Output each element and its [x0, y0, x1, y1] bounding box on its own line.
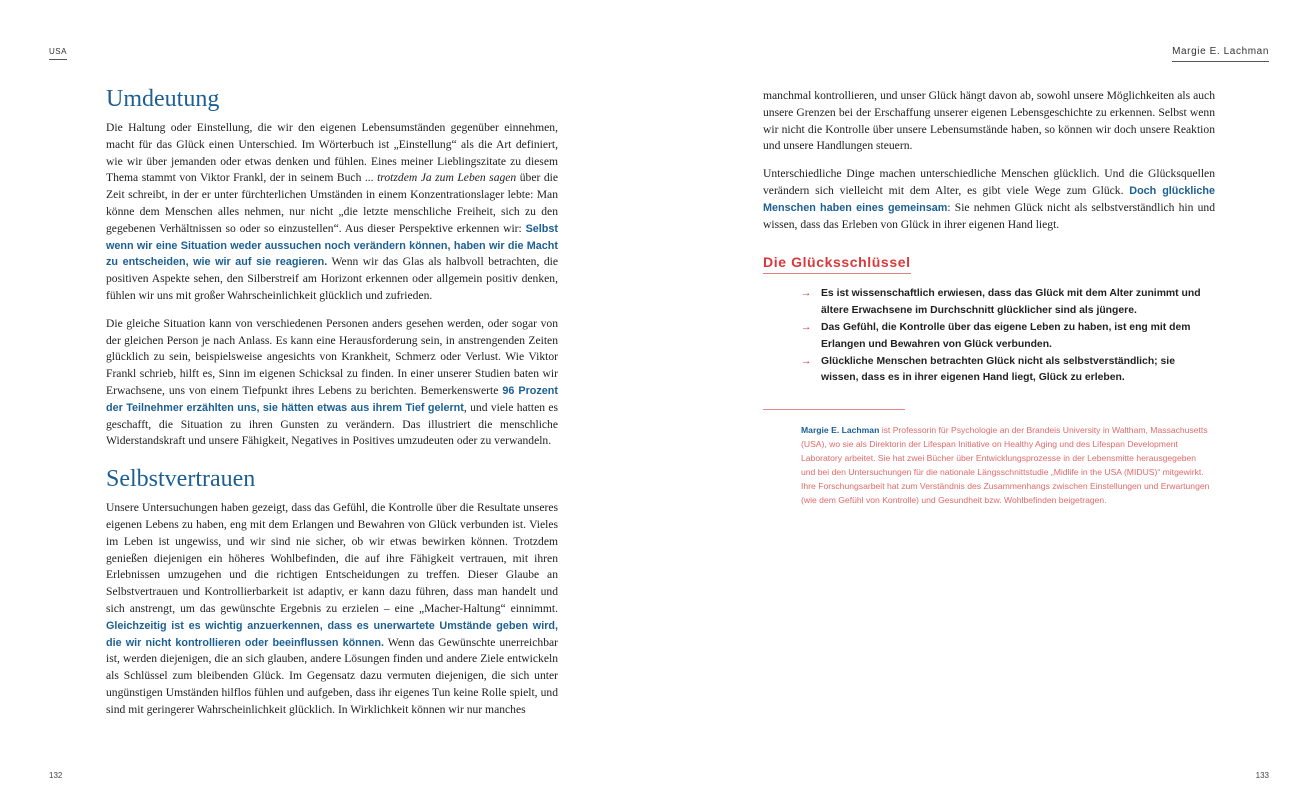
author-name: Margie E. Lachman: [801, 425, 880, 436]
paragraph-text: Wenn wir das Glas als halbvoll betrachten, die positiven Aspekte sehen, den Silberstreif am Horizont erkennen oder allgemein positiv denken, fühlen wir uns mit großer Wahrscheinlichkeit glücklich und zufrieden.: [106, 255, 559, 302]
paragraph-text: : Sie nehmen Glück nicht als selbstverständlich hin und wissen, dass das Erleben von Glück in ihrer eigenen Hand liegt.: [763, 200, 1215, 231]
paragraph: [763, 88, 1215, 155]
paragraph: [106, 500, 558, 718]
book-title: trotzdem Ja zum Leben sagen: [377, 171, 517, 185]
keys-box-title: Die Glücksschlüssel: [763, 254, 911, 274]
paragraph-text: Die Haltung oder Einstellung, die wir den eigenen Lebensumständen gegenüber einnehmen, macht für das Glück einen Unterschied. Im Wörterbuch ist „Einstellung“ als die Art definiert, wie wir über jemanden oder etwas denken und fühlen. Eines meiner Lieblingszitate zu diesem Thema stammt von Viktor Frankl, der in seinem Buch ...: [106, 121, 558, 185]
paragraph: [106, 316, 558, 450]
right-text-column: [763, 88, 1215, 507]
section-title-selbstvertrauen: Selbstvertrauen: [106, 466, 256, 493]
paragraph: [763, 166, 1215, 233]
paragraph: [106, 120, 558, 305]
paragraph-text: Wenn das Gewünschte unerreichbar ist, werden diejenigen, die an sich glauben, andere Lösungen finden und andere Ziele entwickeln als Schlüssel zum bleibenden Glück. Im Gegensatz dazu vermuten diejenigen, die sich unter ungünstigen Umständen hilflos fühlen und aufgeben, dass ihr eigenes Tun keine Rolle spielt, und sind mit geringerer Wahrscheinlichkeit glücklich. In Wirklichkeit können wir nur manches: [106, 635, 558, 716]
arrow-right-icon: →: [801, 288, 812, 300]
highlight-text: Doch glückliche Menschen haben eines gemeinsam: [763, 184, 1215, 214]
paragraph-text: , und viele hatten es geschafft, die Situation zu ihren Gunsten zu verändern. Das illustriert die menschliche Widerstandskraft und unsere Fähigkeit, Negatives in Positives umzudeuten oder zu verwandeln.: [106, 400, 558, 448]
key-item-text: Glückliche Menschen betrachten Glück nicht als selbstverständlich; sie wissen, dass es in ihrer eigenen Hand liegt, Glück zu erleben.: [821, 355, 1175, 384]
highlight-text: Gleichzeitig ist es wichtig anzuerkennen, dass es unerwartete Umstände geben wird, die wir nicht kontrollieren oder beeinflussen können.: [106, 619, 558, 649]
author-bio: [801, 423, 1211, 507]
keys-list: [763, 286, 1201, 387]
author-bio-text: ist Professorin für Psychologie an der Brandeis University in Waltham, Massachusetts (USA), wo sie als Direktorin der Lifespan Initiative on Healthy Aging und des Lifespan Development Laboratory arbeitet. Sie hat zwei Bücher über Entwicklungsprozesse in der Lebensmitte herausgegeben und bei den Untersuchungen für die nationale Längsschnittstudie „Midlife in the USA (MIDUS)“ mitgewirkt. Ihre Forschungsarbeit hat zum Verständnis des Zusammenhangs zwischen Einstellungen und Erwartungen (wie dem Gefühl von Kontrolle) und Gesundheit bzw. Wohlbefinden beigetragen.: [801, 425, 1210, 506]
page-number-left: 132: [49, 771, 63, 780]
key-item-text: Das Gefühl, die Kontrolle über das eigene Leben zu haben, ist eng mit dem Erlangen und Bewahren von Glück verbunden.: [821, 321, 1191, 350]
running-head-right: Margie E. Lachman: [1172, 46, 1269, 62]
section-title-umdeutung: Umdeutung: [106, 86, 220, 112]
key-item: [801, 320, 1201, 354]
keys-box: [763, 244, 1215, 387]
paragraph-text: manchmal kontrollieren, und unser Glück hängt davon ab, sowohl unsere Möglichkeiten als auch unsere Grenzen bei der Erschaffung unserer eigenen Lebensgeschichte zu erkennen. Selbst wenn wir nicht die Kontrolle über unsere Lebensumstände haben, so können wir doch unsere Reaktion und unsere Handlungen steuern.: [763, 89, 1215, 153]
arrow-right-icon: →: [801, 355, 812, 367]
paragraph-text: Die gleiche Situation kann von verschiedenen Personen anders gesehen werden, oder sogar von der gleichen Person je nach Anlass. Es kann eine Herausforderung sein, in anstrengenden Zeiten glücklich zu sein, beispielsweise angesichts von Krankheit, Schmerz oder Verlust. Wie Viktor Frankl schrieb, hilft es, Sinn im eigenen Schicksal zu finden. In einer unserer Studien baten wir Erwachsene, uns von einem Tiefpunkt ihres Lebens zu berichten. Bemerkenswerte: [106, 316, 558, 397]
highlight-text: Selbst wenn wir eine Situation weder aussuchen noch verändern können, haben wir die Macht zu entscheiden, wie wir auf sie reagieren.: [106, 222, 558, 269]
right-page: [647, 0, 1294, 806]
page-number-right: 133: [1255, 771, 1269, 780]
paragraph-text: Unterschiedliche Dinge machen unterschiedliche Menschen glücklich. Und die Glücksquellen verändern sich vielleicht mit dem Alter, es gibt viele Wege zum Glück.: [763, 167, 1215, 197]
left-text-column: [106, 84, 558, 730]
bio-divider: [763, 409, 905, 410]
key-item: [801, 286, 1201, 320]
paragraph-text: Unsere Untersuchungen haben gezeigt, dass das Gefühl, die Kontrolle über die Resultate unseres eigenen Lebens zu haben, eng mit dem Erlangen und Bewahren von Glück verbunden ist. Vieles im Leben ist ungewiss, und wir sind nie sicher, ob wir etwas bewirken können. Trotzdem genießen diejenigen ein höheres Wohlbefinden, die auf ihre Fähigkeit vertrauen, mit ihren Erlebnissen umzugehen und die richtigen Entscheidungen zu treffen. Dieser Glaube an Selbstvertrauen und Kontrollierbarkeit ist adaptiv, er kann dazu führen, dass man handelt und sich anstrengt, um das gewünschte Ergebnis zu erzielen – eine „Macher-Haltung“ einnimmt.: [106, 501, 558, 615]
paragraph-text: über die Zeit schreibt, in der er unter fürchterlichen Umständen in einem Konzentrationslager lebte: Man könne dem Menschen alles nehmen, nur nicht „die letzte menschliche Freiheit, sich zu den gegebenen Verhältnissen so oder so einzustellen“. Aus dieser Perspektive erkennen wir:: [106, 171, 558, 235]
key-item: [801, 354, 1201, 388]
running-head-left: USA: [49, 47, 67, 60]
arrow-right-icon: →: [801, 321, 812, 333]
key-item-text: Es ist wissenschaftlich erwiesen, dass das Glück mit dem Alter zunimmt und ältere Erwachsene im Durchschnitt glücklicher sind als jüngere.: [821, 288, 1201, 317]
highlight-text: 96 Prozent der Teilnehmer erzählten uns, sie hätten etwas aus ihrem Tief gelernt: [106, 384, 558, 414]
